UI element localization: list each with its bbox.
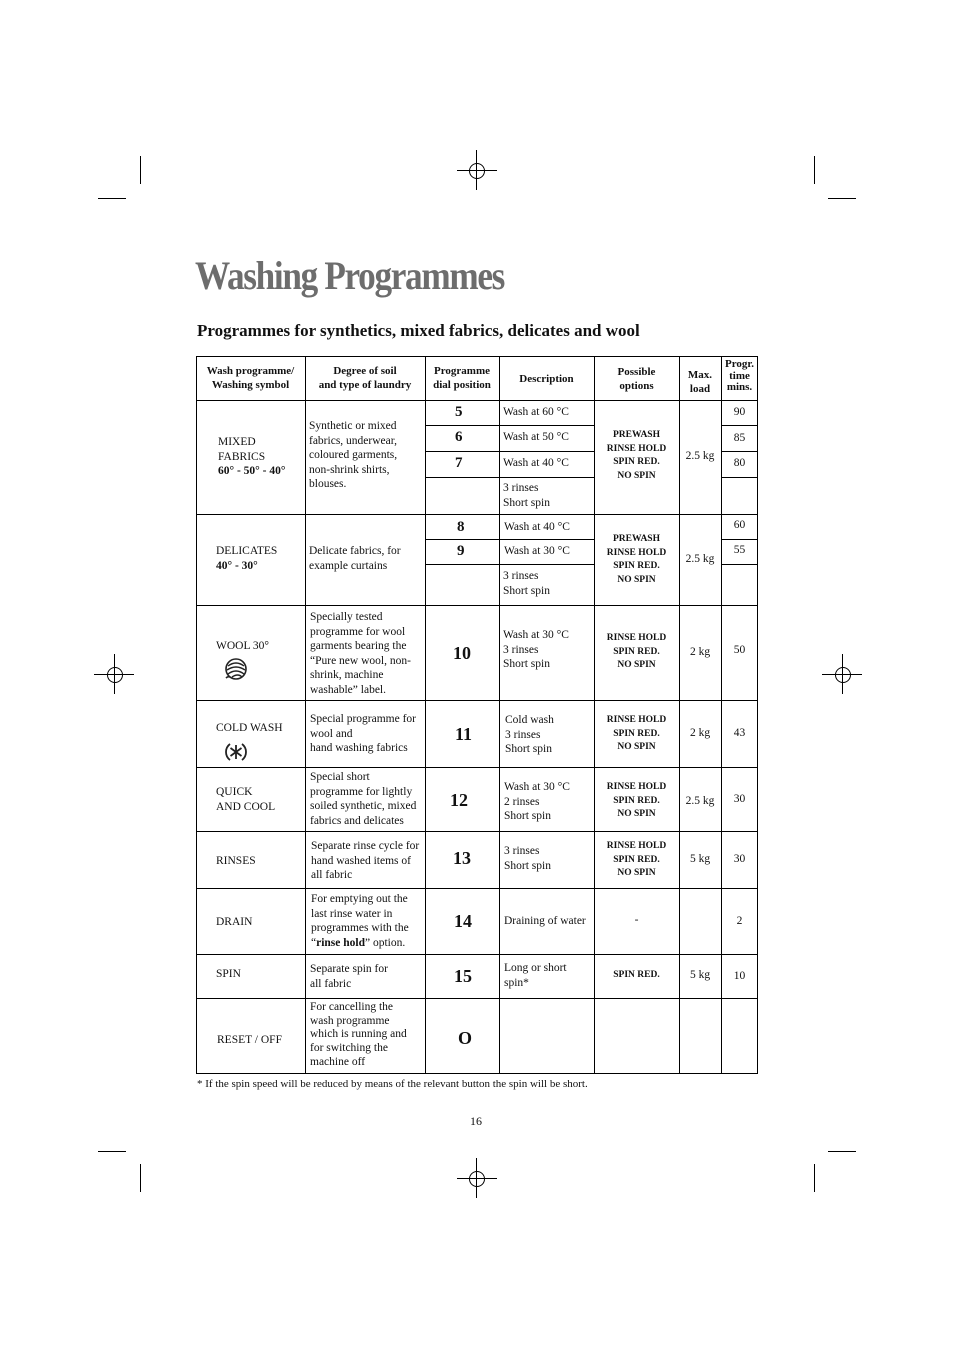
header-degree-of-soil: Degree of soil and type of laundry: [318, 365, 412, 391]
possible-options: RINSE HOLD SPIN RED. NO SPIN: [606, 841, 667, 878]
possible-options: PREWASH RINSE HOLD SPIN RED. NO SPIN: [606, 534, 667, 585]
possible-options: RINSE HOLD SPIN RED. NO SPIN: [606, 782, 667, 819]
programme-name: MIXED FABRICS: [218, 436, 266, 463]
crop-mark: [814, 156, 815, 184]
dial-position: 15: [454, 966, 472, 986]
programme-time: 10: [733, 970, 746, 982]
page-title: Washing Programmes: [195, 253, 505, 298]
programme-name: DELICATES: [216, 545, 278, 557]
programme-time: 30: [733, 793, 746, 805]
programme-description: Long or short spin*: [504, 962, 567, 989]
possible-options: RINSE HOLD SPIN RED. NO SPIN: [606, 715, 667, 752]
dial-position: 11: [455, 724, 473, 744]
crop-mark: [140, 156, 141, 184]
programme-name: RESET / OFF: [217, 1034, 282, 1046]
programme-time: 30: [733, 853, 746, 865]
wool-ball-icon: [223, 656, 249, 682]
programme-description: 3 rinses Short spin: [504, 845, 551, 872]
dial-position: 7: [455, 455, 463, 471]
header-time: Progr. time mins.: [724, 358, 755, 393]
crop-mark: [98, 1151, 126, 1152]
dial-position: O: [458, 1028, 473, 1048]
footnote: * If the spin speed will be reduced by means of the relevant button the spin will be short.: [197, 1078, 588, 1090]
dial-position: 14: [454, 911, 472, 931]
programme-description: Wash at 40 °C: [504, 521, 570, 533]
programme-name: QUICK AND COOL: [216, 786, 276, 813]
crop-mark: [140, 1164, 141, 1192]
snowflake-circle-icon: [224, 740, 248, 764]
crop-mark: [814, 1164, 815, 1192]
programme-description: Wash at 50 °C: [503, 431, 569, 443]
programme-description: Wash at 30 °C: [504, 545, 570, 557]
dial-position: 5: [455, 404, 463, 420]
programme-description: Wash at 40 °C: [503, 457, 569, 469]
crop-mark: [828, 198, 856, 199]
programme-description: Cold wash 3 rinses Short spin: [505, 714, 554, 755]
programmes-table: [196, 356, 758, 1074]
possible-options: SPIN RED.: [613, 970, 660, 980]
possible-options: -: [634, 914, 639, 926]
programme-time: 90: [733, 406, 746, 418]
dial-position: 13: [453, 848, 471, 868]
header-dial-position: Programme dial position: [433, 365, 491, 391]
crop-mark: [98, 198, 126, 199]
max-load: 5 kg: [689, 969, 711, 981]
soil-description: For cancelling the wash programme which is running and for switching the machine off: [310, 1001, 407, 1068]
soil-description: Delicate fabrics, for example curtains: [309, 545, 401, 572]
soil-description: Special programme for wool and hand washing fabrics: [310, 713, 417, 754]
programme-name: WOOL 30°: [216, 640, 270, 652]
header-options: Possible options: [617, 366, 656, 392]
programme-description: Draining of water: [504, 915, 586, 927]
programme-temperatures: 60° - 50° - 40°: [218, 465, 286, 477]
soil-description: For emptying out the last rinse water in programmes with the “rinse hold” option.: [311, 893, 409, 949]
soil-description: Synthetic or mixed fabrics, underwear, coloured garments, non-shrink shirts, blouses.: [309, 420, 398, 490]
possible-options: PREWASH RINSE HOLD SPIN RED. NO SPIN: [606, 430, 667, 481]
page-number: 16: [470, 1114, 482, 1128]
programme-time: 50: [733, 644, 746, 656]
dial-position: 9: [457, 543, 465, 559]
programme-name: RINSES: [216, 855, 256, 867]
max-load: 2.5 kg: [685, 795, 715, 807]
programme-time: 55: [733, 544, 746, 556]
soil-description: Separate spin for all fabric: [310, 963, 388, 990]
header-wash-programme: Wash programme/ Washing symbol: [206, 365, 295, 391]
dial-position: 8: [457, 519, 465, 535]
max-load: 2.5 kg: [685, 553, 715, 565]
programme-time: 80: [733, 457, 746, 469]
header-description: Description: [519, 373, 574, 385]
programme-description: Wash at 30 °C 3 rinses Short spin: [503, 629, 569, 670]
programme-description: 3 rinses Short spin: [503, 482, 550, 509]
programme-name: SPIN: [216, 968, 241, 980]
possible-options: RINSE HOLD SPIN RED. NO SPIN: [606, 633, 667, 670]
programme-name: COLD WASH: [216, 722, 283, 734]
programme-time: 60: [733, 519, 746, 531]
dial-position: 10: [453, 643, 471, 663]
header-max-load: Max. load: [687, 369, 713, 395]
programme-name: DRAIN: [216, 916, 253, 928]
programme-description: Wash at 60 °C: [503, 406, 569, 418]
section-subtitle: Programmes for synthetics, mixed fabrics, delicates and wool: [197, 321, 640, 340]
soil-description: Specially tested programme for wool garments bearing the “Pure new wool, non- shrink, machine washable” label.: [310, 611, 411, 696]
programme-temperatures: 40° - 30°: [216, 560, 258, 572]
dial-position: 6: [455, 429, 463, 445]
programme-description: 3 rinses Short spin: [503, 570, 550, 597]
programme-description: Wash at 30 °C 2 rinses Short spin: [504, 781, 570, 822]
max-load: 2 kg: [689, 727, 711, 739]
soil-description: Separate rinse cycle for hand washed items of all fabric: [311, 840, 420, 881]
crop-mark: [828, 1151, 856, 1152]
soil-description: Special short programme for lightly soiled synthetic, mixed fabrics and delicates: [310, 771, 417, 827]
dial-position: 12: [450, 790, 468, 810]
max-load: 2.5 kg: [685, 450, 715, 462]
programme-time: 43: [733, 727, 746, 739]
max-load: 5 kg: [689, 853, 711, 865]
programme-time: 2: [736, 915, 743, 927]
max-load: 2 kg: [689, 646, 711, 658]
programme-time: 85: [733, 432, 746, 444]
